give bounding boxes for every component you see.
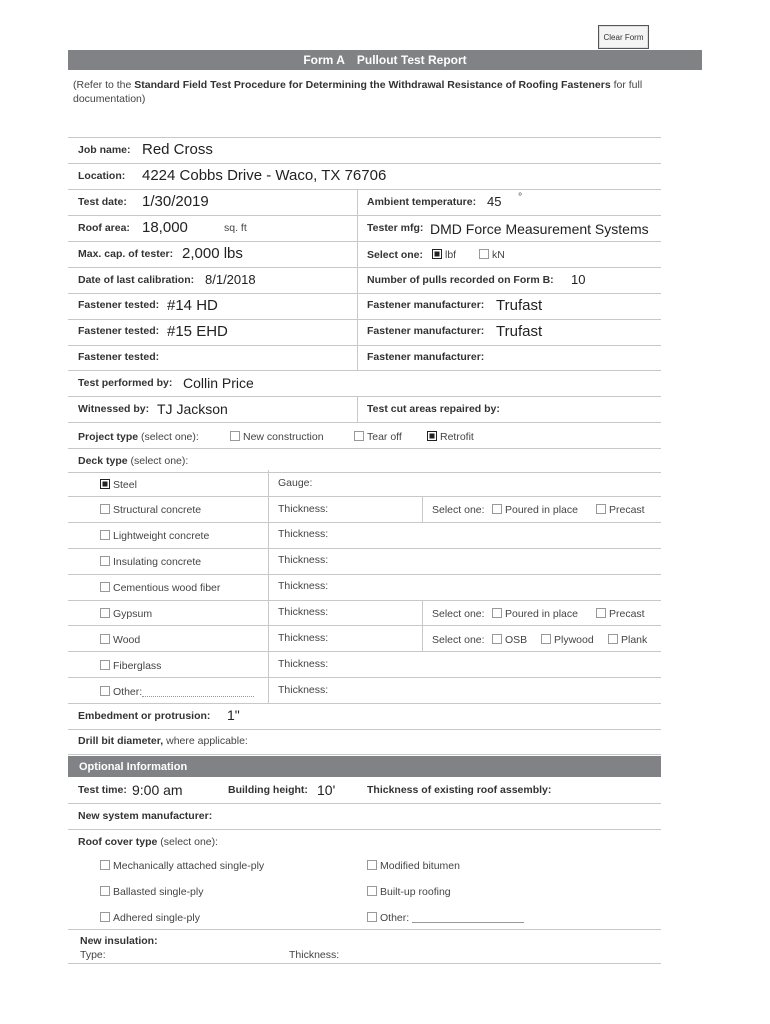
thickness-label: Thickness: <box>278 632 329 644</box>
test-date-field[interactable]: 1/30/2019 <box>142 193 209 210</box>
rule <box>68 319 661 320</box>
project-option-label: Tear off <box>367 431 402 443</box>
option-plank[interactable] <box>608 634 647 646</box>
test-date-label: Test date: <box>78 196 127 208</box>
job-name-label: Job name: <box>78 144 131 156</box>
pulls-recorded-label: Number of pulls recorded on Form B: <box>367 274 554 286</box>
building-height-label: Building height: <box>228 784 308 796</box>
checkbox-icon[interactable] <box>100 556 110 566</box>
fastener-tested-label: Fastener tested: <box>78 351 160 363</box>
roof-cover-type-label <box>78 836 218 848</box>
other-roof-cover-fill-line[interactable] <box>412 922 524 923</box>
form-title-bar <box>68 50 702 70</box>
unit-option-label: lbf <box>445 249 457 261</box>
thickness-label: Thickness: <box>278 554 329 566</box>
deck-column-divider <box>268 470 269 703</box>
deck-option-label: Wood <box>113 634 141 646</box>
rule <box>68 241 661 242</box>
deck-option-label: Structural concrete <box>113 504 202 516</box>
rule <box>68 267 661 268</box>
roof-cover-option-label: Built-up roofing <box>380 886 451 898</box>
embedment-field[interactable]: 1" <box>227 707 240 723</box>
degree-unit: ° <box>518 191 523 203</box>
form-title: Pullout Test Report <box>356 53 467 67</box>
rule <box>68 189 661 190</box>
roof-area-unit: sq. ft <box>224 222 247 234</box>
roof-cover-title: Roof cover type <box>78 836 158 848</box>
calibration-date-field[interactable]: 8/1/2018 <box>205 272 256 287</box>
option-label: Plank <box>621 634 648 646</box>
roof-cover-modified-bitumen[interactable] <box>367 860 460 872</box>
insulation-thickness-label: Thickness: <box>289 949 340 961</box>
deck-option-cementious-wood-fiber[interactable] <box>100 582 220 594</box>
rule <box>68 345 661 346</box>
thickness-label: Thickness: <box>278 580 329 592</box>
witnessed-by-label: Witnessed by: <box>78 403 150 415</box>
rule <box>68 703 661 704</box>
unit-option-label: kN <box>492 249 505 261</box>
rule <box>68 963 661 964</box>
rule <box>68 729 661 730</box>
checkbox-icon[interactable] <box>100 860 110 870</box>
rule <box>68 472 661 473</box>
checkbox-icon[interactable] <box>367 912 377 922</box>
checkbox-icon[interactable] <box>100 582 110 592</box>
drill-bit-label <box>78 735 248 747</box>
other-deck-fill-line[interactable] <box>142 696 254 697</box>
deck-option-fiberglass[interactable] <box>100 660 161 672</box>
clear-form-button[interactable]: Clear Form <box>598 25 649 49</box>
rule <box>68 496 661 497</box>
existing-roof-thickness-label: Thickness of existing roof assembly: <box>367 784 552 796</box>
witnessed-by-field[interactable]: TJ Jackson <box>157 401 228 417</box>
roof-cover-built-up[interactable] <box>367 886 451 898</box>
rule <box>68 548 661 549</box>
checkbox-icon[interactable] <box>479 249 489 259</box>
column-divider <box>357 396 358 422</box>
checkbox-icon[interactable] <box>100 886 110 896</box>
deck-option-structural-concrete[interactable] <box>100 504 201 516</box>
option-label: Poured in place <box>505 608 578 620</box>
fastener-tested-field[interactable]: #15 EHD <box>167 323 228 340</box>
max-cap-label: Max. cap. of tester: <box>78 248 174 260</box>
checkbox-icon[interactable] <box>541 634 551 644</box>
checkbox-icon[interactable] <box>492 608 502 618</box>
deck-option-label: Fiberglass <box>113 660 162 672</box>
optional-information-header: Optional Information <box>68 756 661 777</box>
checkbox-icon[interactable] <box>100 912 110 922</box>
drill-bit-hint: where applicable: <box>163 735 248 747</box>
intro-prefix: (Refer to the <box>73 79 135 91</box>
fastener-tested-label: Fastener tested: <box>78 299 160 311</box>
project-type-hint: (select one): <box>138 431 199 443</box>
checkbox-icon[interactable] <box>100 608 110 618</box>
deck-option-wood[interactable] <box>100 634 140 646</box>
pulls-recorded-field[interactable]: 10 <box>571 272 586 287</box>
deck-type-title: Deck type <box>78 455 128 467</box>
rule <box>68 651 661 652</box>
rule <box>68 803 661 804</box>
thickness-label: Thickness: <box>278 658 329 670</box>
checkbox-icon[interactable] <box>230 431 240 441</box>
gauge-label: Gauge: <box>278 477 313 489</box>
max-cap-field[interactable]: 2,000 lbs <box>182 245 243 262</box>
fastener-manufacturer-label: Fastener manufacturer: <box>367 325 485 337</box>
project-option-retrofit[interactable] <box>427 431 474 443</box>
roof-area-label: Roof area: <box>78 222 130 234</box>
rule <box>68 163 661 164</box>
option-label: Poured in place <box>505 504 578 516</box>
select-one-label: Select one: <box>432 634 485 646</box>
ambient-temperature-field[interactable]: 45 <box>487 194 502 209</box>
intro-text <box>73 78 673 106</box>
option-label: Plywood <box>554 634 594 646</box>
rule <box>68 574 661 575</box>
checkbox-icon[interactable] <box>100 530 110 540</box>
project-type-title: Project type <box>78 431 139 443</box>
checkbox-checked-icon[interactable] <box>100 479 110 489</box>
job-name-field[interactable]: Red Cross <box>142 141 213 158</box>
tester-mfg-label: Tester mfg: <box>367 222 424 234</box>
project-option-label: Retrofit <box>440 431 474 443</box>
thickness-label: Thickness: <box>278 528 329 540</box>
embedment-label: Embedment or protrusion: <box>78 710 211 722</box>
calibration-date-label: Date of last calibration: <box>78 274 195 286</box>
intro-suffix: for full documentation) <box>73 79 643 105</box>
rule <box>68 829 661 830</box>
cut-areas-repaired-label: Test cut areas repaired by: <box>367 403 500 415</box>
option-poured-in-place[interactable] <box>492 504 578 516</box>
checkbox-icon[interactable] <box>100 686 110 696</box>
roof-area-field[interactable]: 18,000 <box>142 219 188 236</box>
select-one-label: Select one: <box>432 504 485 516</box>
checkbox-icon[interactable] <box>596 504 606 514</box>
roof-cover-other[interactable] <box>367 912 524 924</box>
checkbox-icon[interactable] <box>492 504 502 514</box>
rule <box>68 600 661 601</box>
project-option-label: New construction <box>243 431 324 443</box>
rule <box>68 929 661 930</box>
option-precast[interactable] <box>596 504 645 516</box>
roof-cover-option-label: Modified bitumen <box>380 860 460 872</box>
checkbox-icon[interactable] <box>354 431 364 441</box>
project-option-tear-off[interactable] <box>354 431 402 443</box>
new-system-manufacturer-label: New system manufacturer: <box>78 810 213 822</box>
test-performed-by-label: Test performed by: <box>78 377 173 389</box>
rule <box>68 293 661 294</box>
test-time-field[interactable]: 9:00 am <box>132 782 183 798</box>
insulation-type-label: Type: <box>80 949 106 961</box>
checkbox-icon[interactable] <box>608 634 618 644</box>
roof-cover-option-label: Adhered single-ply <box>113 912 200 924</box>
deck-option-steel[interactable] <box>100 479 137 491</box>
fastener-manufacturer-label: Fastener manufacturer: <box>367 351 485 363</box>
checkbox-checked-icon[interactable] <box>427 431 437 441</box>
roof-cover-adhered[interactable] <box>100 912 200 924</box>
roof-cover-option-label: Mechanically attached single-ply <box>113 860 265 872</box>
form-code: Form A <box>303 53 345 67</box>
deck-option-other[interactable] <box>100 686 254 698</box>
deck-column-divider <box>422 496 423 522</box>
checkbox-icon[interactable] <box>100 504 110 514</box>
rule <box>68 448 661 449</box>
unit-select-label: Select one: <box>367 249 424 261</box>
deck-option-label: Insulating concrete <box>113 556 202 568</box>
rule <box>68 677 661 678</box>
checkbox-icon[interactable] <box>367 886 377 896</box>
unit-option-kn[interactable] <box>479 249 505 261</box>
deck-type-hint: (select one): <box>127 455 189 467</box>
option-label: Precast <box>609 504 645 516</box>
location-label: Location: <box>78 170 126 182</box>
rule <box>68 625 661 626</box>
roof-cover-option-label: Other: <box>380 912 410 924</box>
deck-option-label: Other: <box>113 686 143 698</box>
roof-cover-option-label: Ballasted single-ply <box>113 886 204 898</box>
tester-mfg-field[interactable]: DMD Force Measurement Systems <box>430 221 649 237</box>
fastener-tested-field[interactable]: #14 HD <box>167 297 218 314</box>
deck-option-lightweight-concrete[interactable] <box>100 530 209 542</box>
roof-cover-hint: (select one): <box>157 836 219 848</box>
option-osb[interactable] <box>492 634 527 646</box>
roof-cover-ballasted[interactable] <box>100 886 203 898</box>
checkbox-icon[interactable] <box>100 660 110 670</box>
deck-option-label: Cementious wood fiber <box>113 582 221 594</box>
checkbox-checked-icon[interactable] <box>432 249 442 259</box>
deck-type-label <box>78 455 188 467</box>
new-insulation-label: New insulation: <box>80 935 158 947</box>
location-field[interactable]: 4224 Cobbs Drive - Waco, TX 76706 <box>142 167 387 184</box>
intro-procedure-title: Standard Field Test Procedure for Determining the Withdrawal Resistance of Roofing Fasteners <box>134 79 611 91</box>
fastener-manufacturer-label: Fastener manufacturer: <box>367 299 485 311</box>
select-one-label: Select one: <box>432 608 485 620</box>
option-precast[interactable] <box>596 608 645 620</box>
rule <box>68 522 661 523</box>
roof-cover-mechanically-attached[interactable] <box>100 860 264 872</box>
thickness-label: Thickness: <box>278 684 329 696</box>
checkbox-icon[interactable] <box>367 860 377 870</box>
deck-option-gypsum[interactable] <box>100 608 152 620</box>
fastener-tested-label: Fastener tested: <box>78 325 160 337</box>
rule <box>68 396 661 397</box>
building-height-field[interactable]: 10' <box>317 782 336 798</box>
column-divider <box>357 189 358 370</box>
checkbox-icon[interactable] <box>492 634 502 644</box>
drill-bit-title: Drill bit diameter, <box>78 735 164 747</box>
test-performed-by-field[interactable]: Collin Price <box>183 375 254 391</box>
deck-option-label: Steel <box>113 479 137 491</box>
thickness-label: Thickness: <box>278 503 329 515</box>
rule <box>68 370 661 371</box>
checkbox-icon[interactable] <box>596 608 606 618</box>
fastener-manufacturer-field[interactable]: Trufast <box>496 323 543 340</box>
rule <box>68 422 661 423</box>
rule <box>68 215 661 216</box>
option-label: Precast <box>609 608 645 620</box>
project-type-label <box>78 431 199 443</box>
deck-column-divider <box>422 600 423 651</box>
option-label: OSB <box>505 634 528 646</box>
option-poured-in-place[interactable] <box>492 608 578 620</box>
deck-option-insulating-concrete[interactable] <box>100 556 201 568</box>
project-option-new-construction[interactable] <box>230 431 324 443</box>
deck-option-label: Gypsum <box>113 608 153 620</box>
test-time-label: Test time: <box>78 784 127 796</box>
unit-option-lbf[interactable] <box>432 249 456 261</box>
deck-option-label: Lightweight concrete <box>113 530 210 542</box>
option-plywood[interactable] <box>541 634 594 646</box>
fastener-manufacturer-field[interactable]: Trufast <box>496 297 543 314</box>
rule <box>68 137 661 138</box>
thickness-label: Thickness: <box>278 606 329 618</box>
ambient-temperature-label: Ambient temperature: <box>367 196 477 208</box>
rule <box>68 754 661 755</box>
checkbox-icon[interactable] <box>100 634 110 644</box>
